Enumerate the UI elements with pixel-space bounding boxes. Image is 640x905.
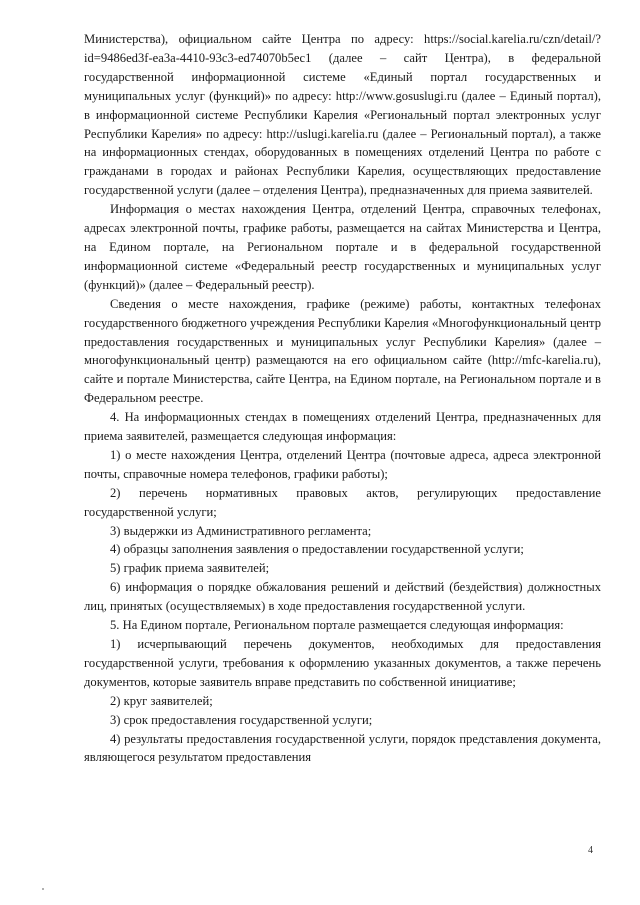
paragraph: Информация о местах нахождения Центра, отделений Центра, справочных телефонах, адресах электронной почты, графике работы, размещается на сайтах Министерства и Центра, на Едином портале, на Региональном портале и в федеральной государственной информационной системе «Федеральный реестр государственных и муниципальных услуг (функций)» (далее – Федеральный реестр).	[84, 202, 601, 292]
list-item: 2) перечень нормативных правовых актов, регулирующих предоставление государственной услуги;	[84, 485, 601, 519]
list-item: 4) результаты предоставления государственной услуги, порядок представления документа, являющегося результатом предоставления	[84, 731, 601, 765]
list-item: 6) информация о порядке обжалования решений и действий (бездействия) должностных лиц, принятых (осуществляемых) в ходе предоставления государственной услуги.	[84, 580, 601, 614]
document-page	[84, 30, 601, 767]
list-item: 2) круг заявителей;	[110, 693, 213, 708]
list-item: 3) срок предоставления государственной услуги;	[110, 712, 373, 727]
list-item: 1) исчерпывающий перечень документов, необходимых для предоставления государственной услуги, требования к оформлению указанных документов, а также перечень документов, которые заявитель вправе представить по собственной инициативе;	[84, 637, 601, 689]
paragraph: 5. На Едином портале, Региональном портале размещается следующая информация:	[110, 618, 564, 633]
page-number: 4	[588, 845, 593, 856]
list-item: 1) о месте нахождения Центра, отделений Центра (почтовые адреса, адреса электронной почты, справочные номера телефонов, графики работы);	[84, 447, 601, 481]
list-item: 3) выдержки из Административного регламента;	[110, 523, 372, 538]
scan-artifact	[42, 888, 44, 890]
list-item: 5) график приема заявителей;	[110, 561, 270, 576]
paragraph: 4. На информационных стендах в помещениях отделений Центра, предназначенных для приема заявителей, размещается следующая информация:	[84, 410, 601, 444]
list-item: 4) образцы заполнения заявления о предоставлении государственной услуги;	[110, 542, 524, 557]
paragraph: Сведения о месте нахождения, графике (режиме) работы, контактных телефонах государственного бюджетного учреждения Республики Карелия «Многофункциональный центр предоставления государственных и муниципальных услуг Республики Карелия» (далее – многофункциональный центр) размещаются на его официальном сайте (http://mfc-karelia.ru), сайте и портале Министерства, сайте Центра, на Едином портале, на Региональном портале и в Федеральном реестре.	[84, 296, 601, 406]
paragraph: Министерства), официальном сайте Центра по адресу: https://social.karelia.ru/czn/detail/?id=9486ed3f-ea3a-4410-93c3-ed74070b5ec1 (далее – сайт Центра), в федеральной государственной информационной системе «Единый портал государственных и муниципальных услуг (функций)» по адресу: http://www.gosuslugi.ru (далее – Единый портал), в информационной системе Республики Карелия «Региональный портал электронных услуг Республики Карелия» по адресу: http://uslugi.karelia.ru (далее – Региональный портал), а также на информационных стендах, оборудованных в помещениях отделений Центра по работе с гражданами в городах и районах Республики Карелия, осуществляющих предоставление государственной услуги (далее – отделения Центра), предназначенных для приема заявителей.	[84, 32, 601, 198]
